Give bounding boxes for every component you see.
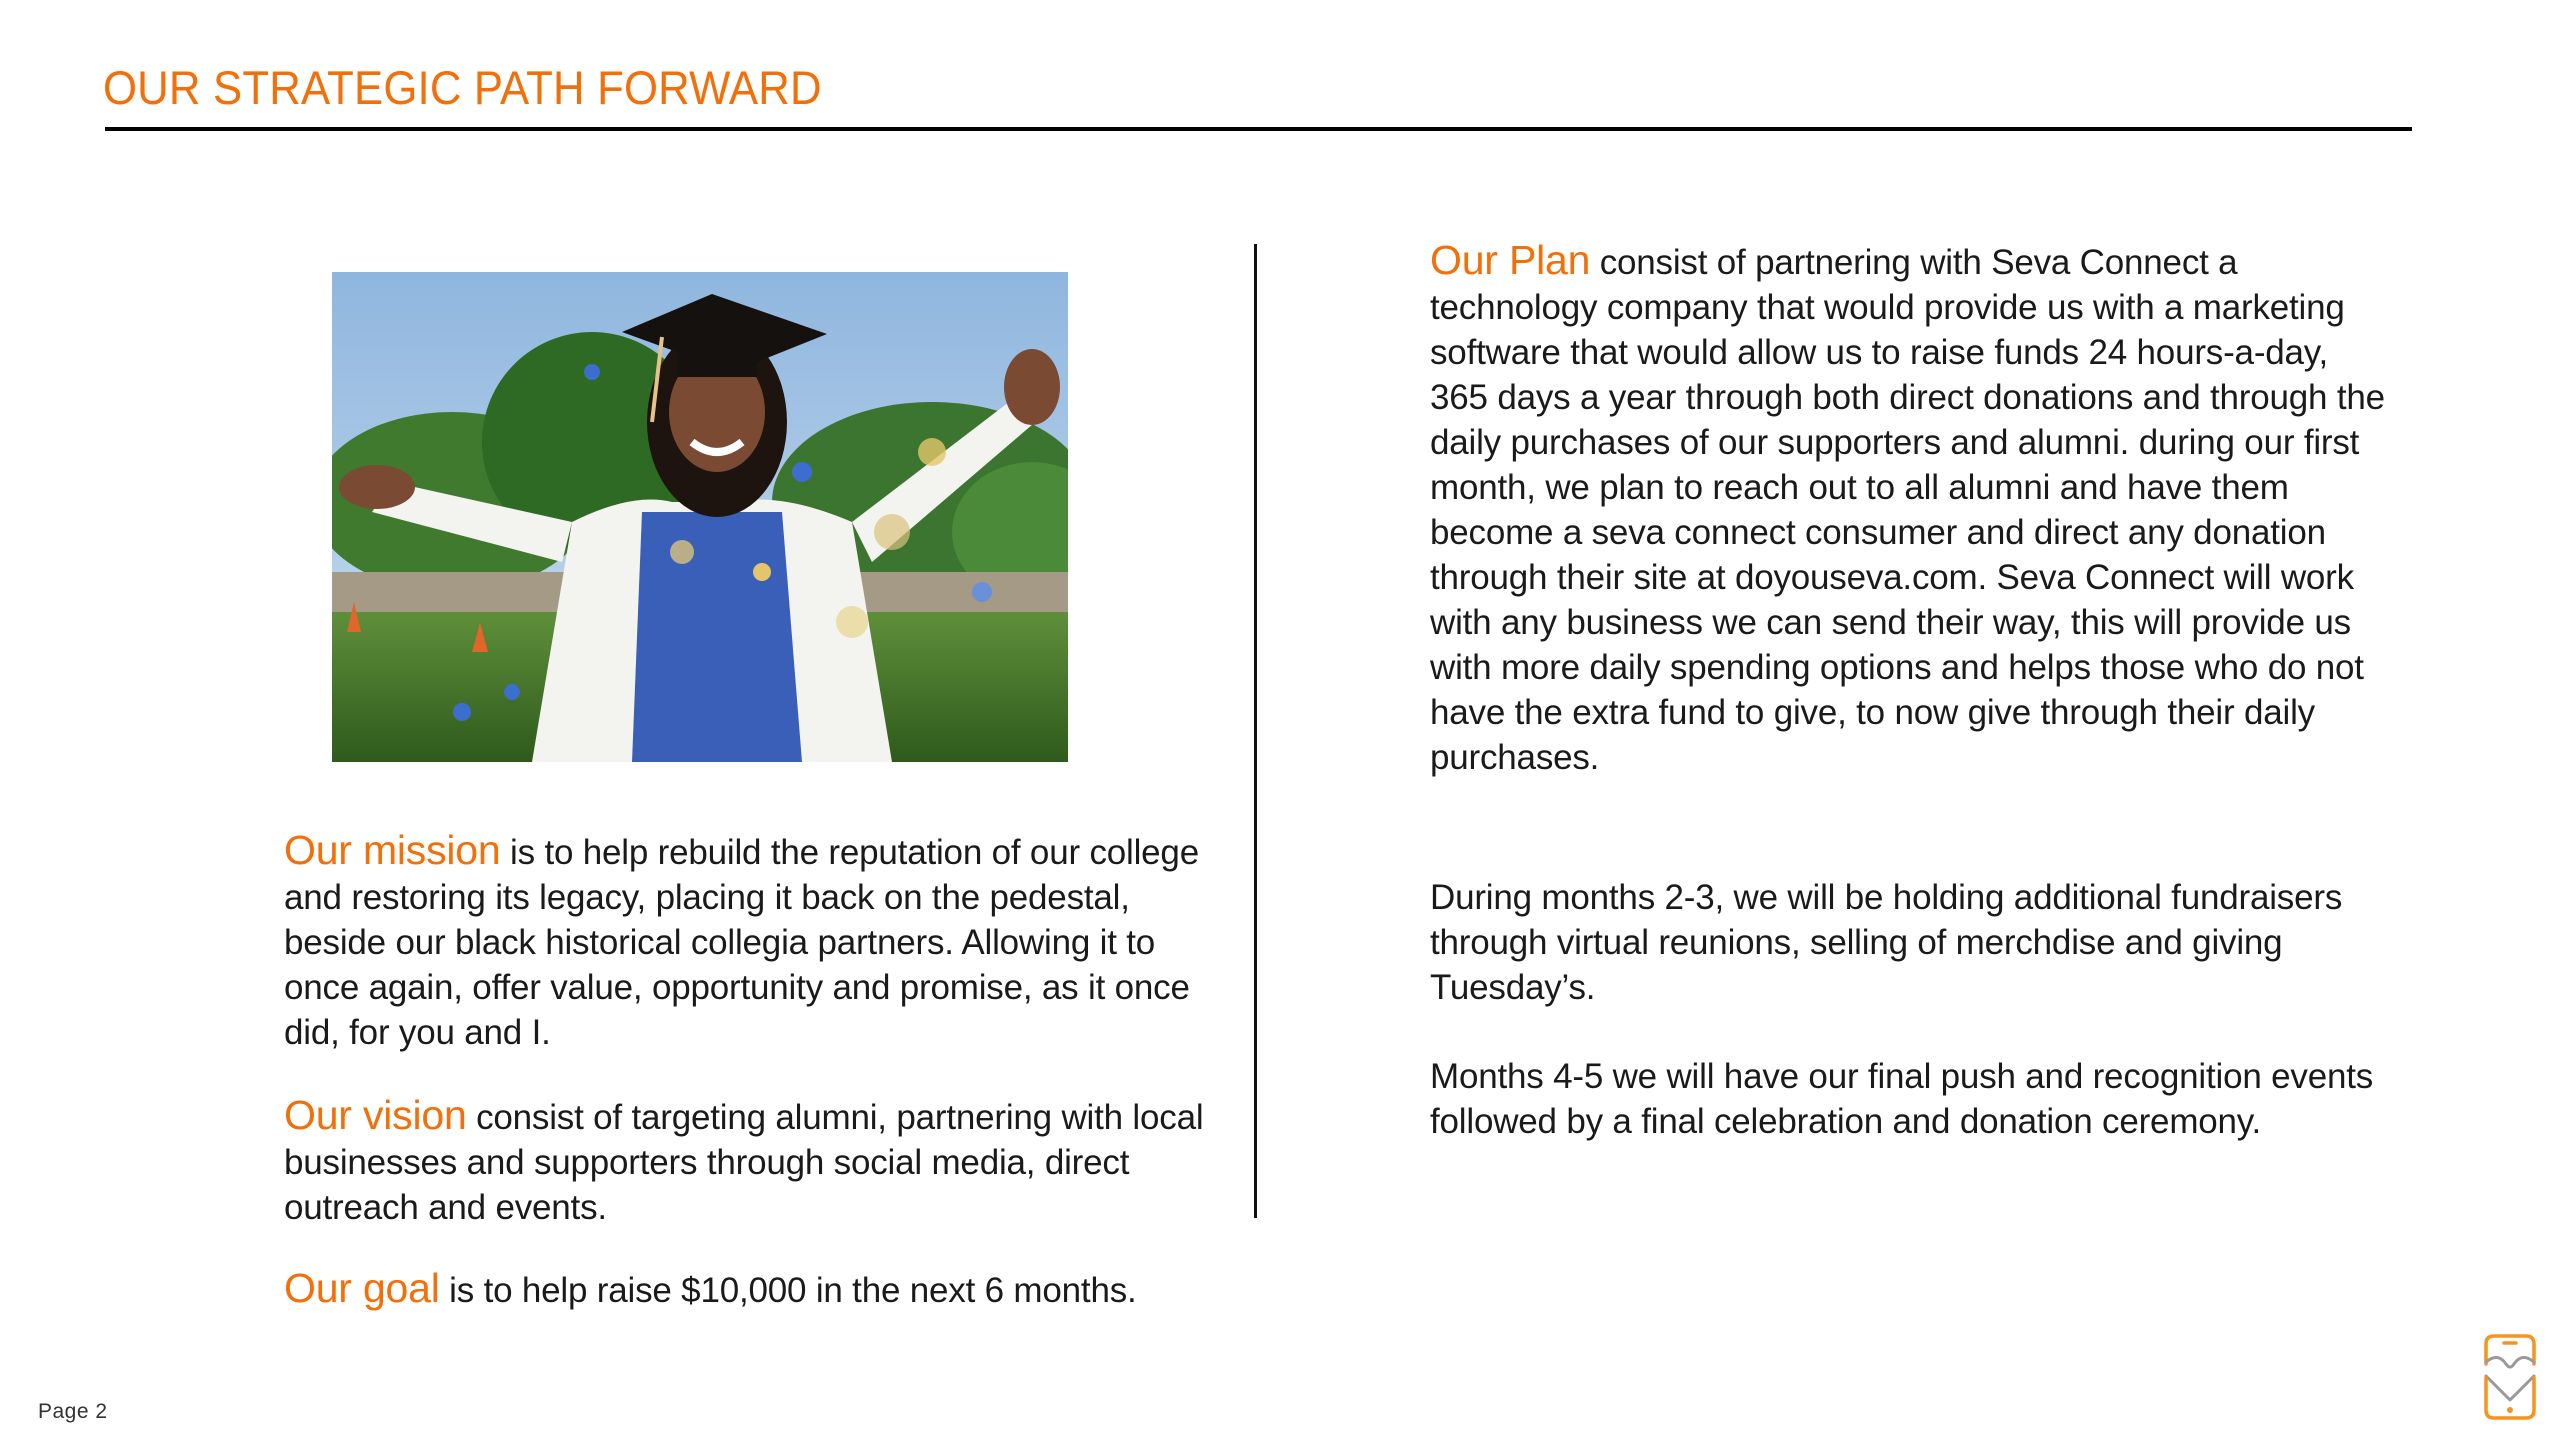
page-title: OUR STRATEGIC PATH FORWARD (103, 61, 822, 114)
vision-heading: Our vision (284, 1092, 467, 1138)
title-underline-divider (105, 127, 2412, 131)
graduate-photo (332, 272, 1068, 762)
plan-heading: Our Plan (1430, 237, 1591, 283)
plan-text: consist of partnering with Seva Connect a technology company that would provide us with a marketing software that would allow us to raise funds 24 hours-a-day, 365 days a year through both direct donations and through the daily purchases of our supporters and alumni. during our first month, we plan to reach out to all alumni and have them become a seva connect consumer and direct any donation through their site at doyouseva.com. Seva Connect will work with any business we can send their way, this will provide us with more daily spending options and helps those who do not have the extra fund to give, to now give through their daily purchases. (1430, 243, 2385, 777)
column-divider (1254, 244, 1257, 1218)
goal-text: is to help raise $10,000 in the next 6 months. (439, 1271, 1137, 1310)
months-4-5-paragraph: Months 4-5 we will have our final push and recognition events followed by a final celebration and donation ceremony. (1430, 1057, 2374, 1141)
mission-text: is to help rebuild the reputation of our college and restoring its legacy, placing it back on the pedestal, beside our black historical collegia partners. Allowing it to once again, offer value, opportunity and promise, as it once did, for you and I. (284, 833, 1199, 1052)
plan-paragraph (1430, 238, 2390, 780)
graduate-celebration-photo-icon (332, 272, 1068, 762)
phone-envelope-logo-icon (2482, 1332, 2538, 1422)
page-number: Page 2 (38, 1400, 108, 1423)
months-2-3-paragraph: During months 2-3, we will be holding additional fundraisers through virtual reunions, selling of merchdise and giving Tuesday’s. (1430, 878, 2343, 1007)
vision-text: consist of targeting alumni, partnering with local businesses and supporters through social media, direct outreach and events. (284, 1098, 1204, 1227)
mission-paragraph (284, 828, 1214, 1055)
goal-heading: Our goal (284, 1265, 440, 1311)
mission-heading: Our mission (284, 827, 501, 873)
goal-paragraph (284, 1266, 1244, 1313)
vision-paragraph (284, 1093, 1224, 1230)
